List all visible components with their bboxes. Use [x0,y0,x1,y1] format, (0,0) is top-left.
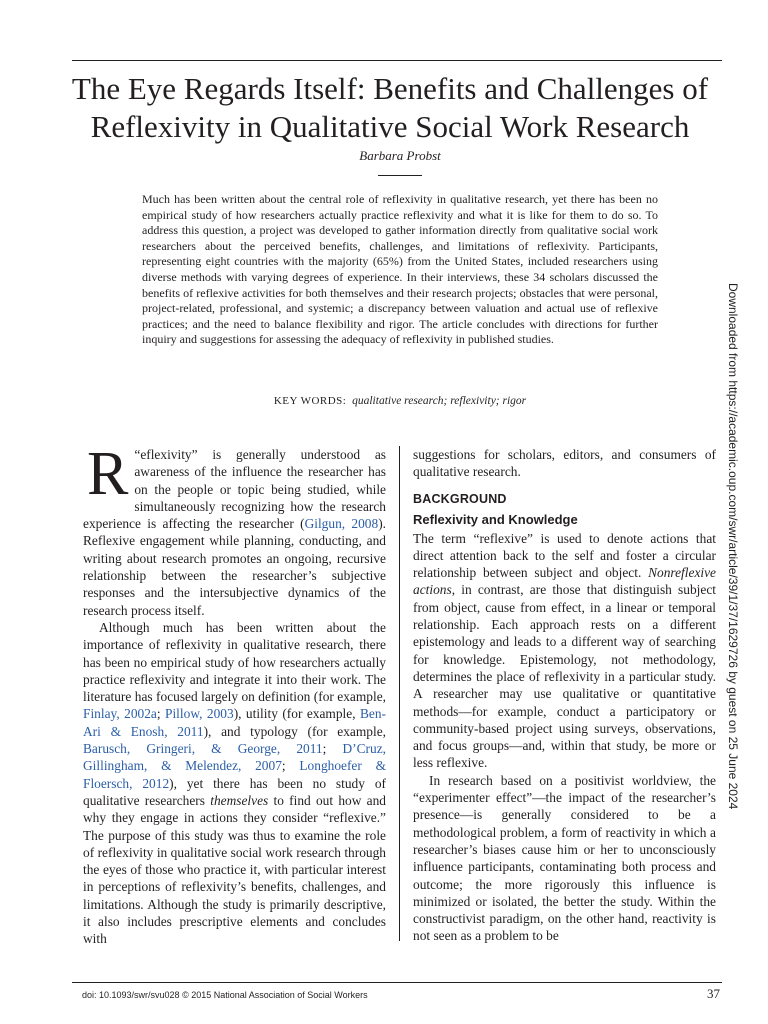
section-heading: BACKGROUND [413,491,507,506]
citation-link[interactable]: Pillow, 2003 [165,706,234,722]
page-number: 37 [707,986,720,1001]
drop-cap: R [87,440,129,508]
left-column [83,440,387,948]
keywords-label: KEY WORDS: [273,395,347,407]
citation-link[interactable]: D’Cruz, Gillingham, & Melendez, 2007 [83,741,386,774]
right-column [413,446,716,945]
abstract: Much has been written about the central role of reflexivity in qualitative research, yet there has been no empirical study of how researchers actually practice reflexivity and what it is like for them to do so. To address this question, a project was developed to gather information directly from qualitative social work researchers about the perceived benefits, challenges, and limitations of reflexivity. Participants, representing eight countries with the majority (65%) from the United States, included researchers using diverse methods with varying degrees of experience. In their interviews, these 34 scholars discussed the benefits of reflexive activities for both themselves and their research projects; obstacles that were personal, project-related, professional, and systemic; a discrepancy between valuation and actual use of reflexive practices; and the need to balance flexibility and rigor. The article concludes with directions for further inquiry and suggestions for assessing the adequacy of reflexivity in published studies. [142,192,658,347]
citation-link[interactable]: Ben-Ari & Enosh, 2011 [83,706,386,739]
article-title [60,70,720,146]
keywords [142,394,658,408]
intro-paragraph-1: “ R eflexivity” is generally understood as awareness of the influence the researcher has on the people or topic being studied, while simultaneously recognizing how the research experience is affecting the researcher (Gilgun, 2008). Reflexive engagement while planning, conducting, and writing about research promotes an ongoing, recursive relationship between the researcher’s subjective responses and the intersubjective dynamics of the research process itself. [83,440,386,618]
citation-link[interactable]: Longhoefer & Floersch, 2012 [83,758,386,791]
column-divider [399,446,400,941]
footer-doi: doi: 10.1093/swr/svu028 © 2015 National Association of Social Workers [82,990,368,1000]
open-quote: “ [134,447,141,462]
background-paragraph-2: In research based on a positivist worldview, the “experimenter effect”—the impact of the researcher’s presence—is generally considered to be a methodological problem, a form of reactivity in which a researcher’s biases cause him or her to unconsciously influence participants, contaminating both process and outcome; the more rigorously this influence is minimized or isolated, the better the study. Within the constructivist paradigm, on the other hand, reactivity is not seen as a problem to be [413,772,716,944]
title-line-2: Reflexivity in Qualitative Social Work Research [90,109,690,144]
citation-link[interactable]: Finlay, 2002a [83,706,157,722]
header-rule [72,60,722,61]
author-divider [378,175,422,176]
background-paragraph-1: The term “reflexive” is used to denote actions that direct attention back to the self and foster a circular relationship between subject and object. Nonreflexive actions, in contrast, are those that distinguish subject from object, cause from effect, in a linear or temporal relationship. Each approach rests on a different epistemology and leads to a different way of searching for knowledge. Epistemology, not methodology, determines the place of reflexivity in a particular study. A researcher may use qualitative or quantitative methods—for example, conduct a participatory or community-based project using surveys, observations, and focus groups—and, within that study, be more or less reflexive. [413,530,716,771]
footer-rule [72,982,722,983]
title-line-1: The Eye Regards Itself: Benefits and Challenges of [71,71,709,106]
intro-paragraph-2: Although much has been written about the importance of reflexivity in qualitative research, there has been no empirical study of how researchers actually practice reflexivity and integrate it into their work. The literature has focused largely on definition (for example, Finlay, 2002a; Pillow, 2003), utility (for example, Ben-Ari & Enosh, 2011), and typology (for example, Barusch, Gringeri, & George, 2011; D’Cruz, Gillingham, & Melendez, 2007; Longhoefer & Floersch, 2012), yet there has been no study of qualitative researchers themselves to find out how and why they engage in actions they consider “reflexive.” The purpose of this study was thus to examine the role of reflexivity in qualitative social work research through the eyes of those who practice it, with particular interest in perceptions of reflexivity’s benefits, challenges, and limitations. Although the study is primarily descriptive, it also includes prescriptive elements and concludes with [83,619,387,947]
citation-link[interactable]: Gilgun, 2008 [304,516,379,532]
citation-link[interactable]: Barusch, Gringeri, & George, 2011 [83,741,323,757]
subsection-heading: Reflexivity and Knowledge [413,511,578,527]
download-watermark: Downloaded from https://academic.oup.com/swr/article/39/1/37/1629726 by guest on 25 June 2024 [726,283,740,810]
keywords-text: qualitative research; reflexivity; rigor [352,395,527,407]
author-name: Barbara Probst [359,148,441,163]
continued-paragraph: suggestions for scholars, editors, and consumers of qualitative research. [413,447,716,480]
